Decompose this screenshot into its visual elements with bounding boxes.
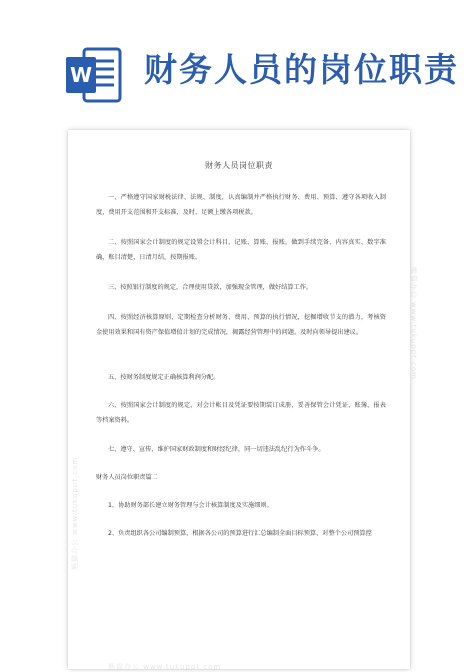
- paragraph-5: 五、按财务制度规定正确核算利润分配。: [108, 374, 220, 381]
- banner-title: 财务人员的岗位职责: [144, 50, 459, 89]
- paragraph-6: 六、按照国家会计制度的规定，对会计帐目及凭证要按期装订成册，妥善保管会计凭证、账簿、报表等档案资料。: [96, 402, 386, 424]
- paragraph-4: 四、按照经济核算原则，定期检查分析财务、费用、预算的执行情况，挖掘增收节支的潜力，考核资金使用效果和国有资产保值增值计划的完成情况，揭露经营管理中的问题，及时向领导提出建议。: [96, 314, 386, 336]
- paragraph-2: 二、按照国家会计制度的规定设置会计科目，记账、算账、报账，做到手续完备、内容真实、数字准确、账目清楚，日清月结，按期报账。: [96, 239, 386, 261]
- watermark-right: 熊猫办公 www.tukuppt.com: [409, 266, 417, 380]
- paragraph-9: 2、负责组织各公司编制预算，根据各公司的预算进行汇总编制全面目标预算，对整个公司预算控: [108, 530, 372, 537]
- watermark-bottom: 熊猫办公 www.tukuppt.com: [108, 663, 222, 671]
- banner: [0, 0, 474, 120]
- section-heading-2: 财务人员岗位职责篇二: [96, 474, 158, 481]
- word-doc-icon: [62, 43, 126, 107]
- watermark-left: 熊猫办公 www.tukuppt.com: [71, 456, 79, 570]
- document-title: 财务人员岗位职责: [205, 161, 273, 170]
- paragraph-1: 一、严格遵守国家财税法律、法规、制度，认真编制并严格执行财务、费用、预算、遵守各项收入制度，费用开支范围和开支标准，及时、足额上缴各项税款。: [96, 194, 386, 216]
- paragraph-8: 1、协助财务部长建立财务管理与会计核算制度及实施细则。: [108, 502, 273, 509]
- paragraph-3: 三、按照银行制度的规定，合理使用贷款，加强现金管理，做好结算工作。: [108, 284, 313, 291]
- word-icon-letter: W: [69, 63, 93, 87]
- document-page: [68, 130, 417, 671]
- paragraph-7: 七、遵守、宣传、维护国家财政制度和财经纪律，同一切违法乱纪行为作斗争。: [108, 446, 325, 453]
